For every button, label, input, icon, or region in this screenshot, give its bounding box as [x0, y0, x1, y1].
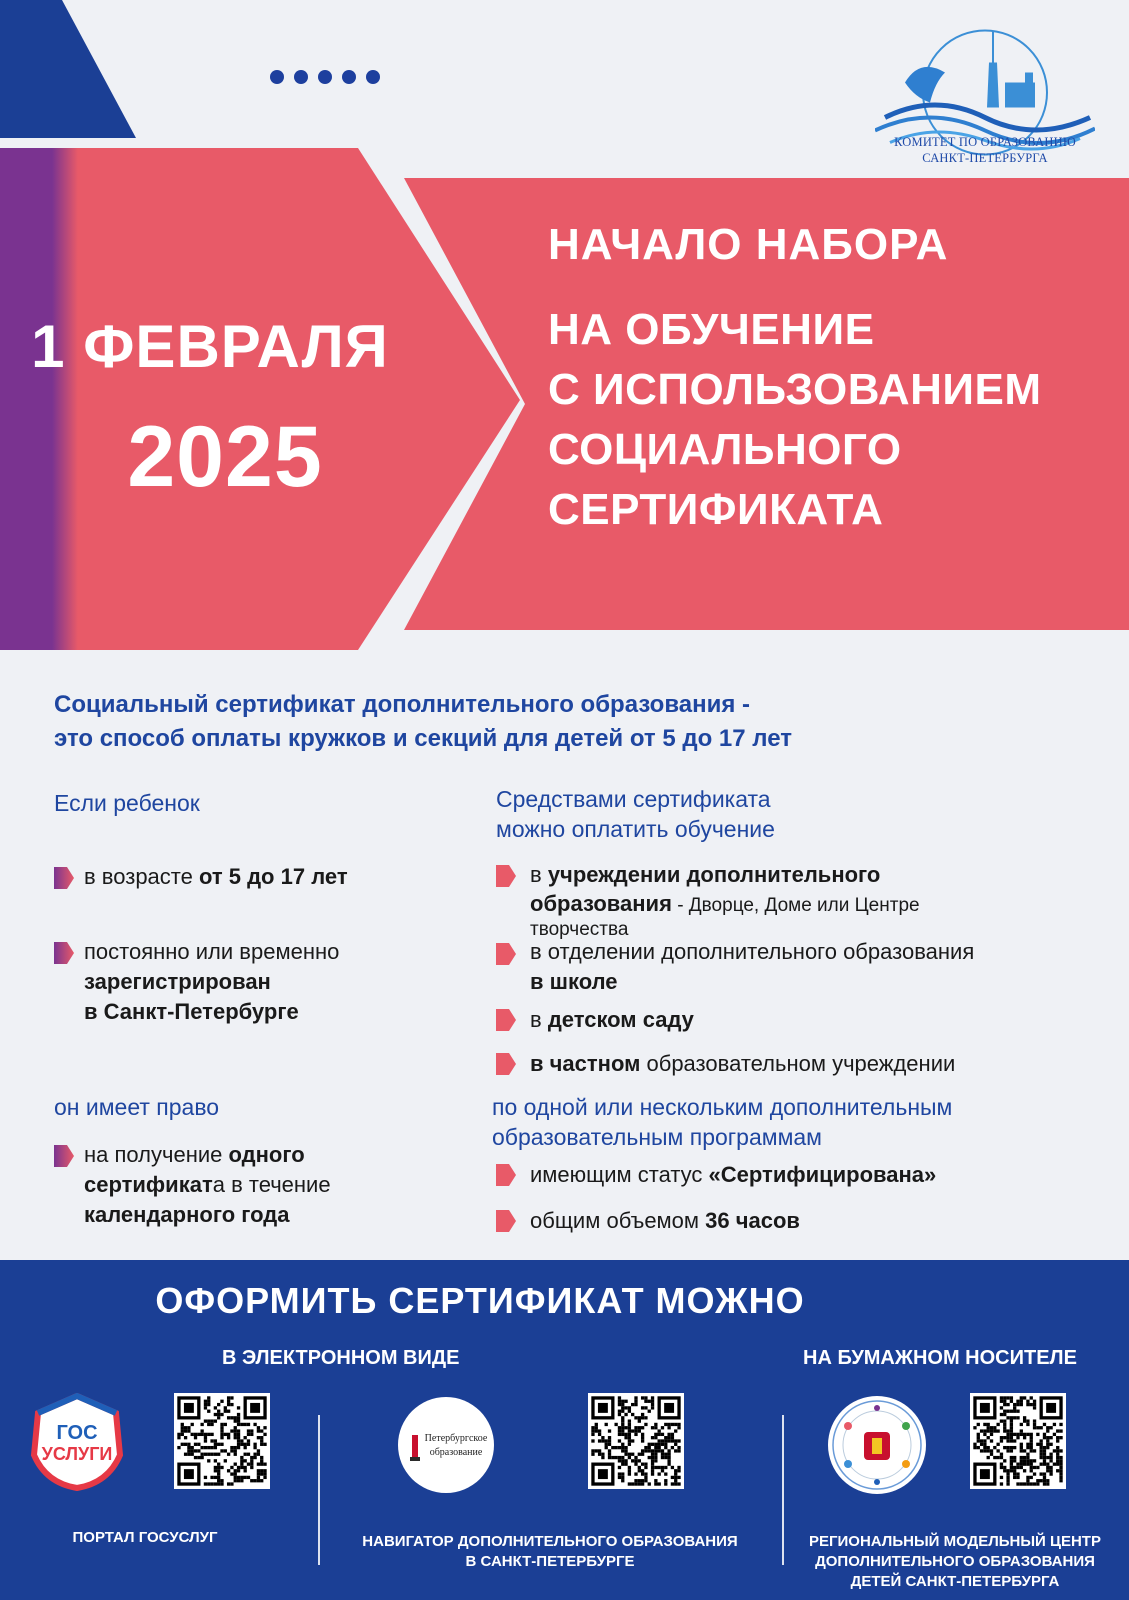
svg-text:УСЛУГИ: УСЛУГИ: [41, 1444, 113, 1464]
right-heading-2: по одной или нескольким дополнительным образовательным программам: [492, 1094, 953, 1150]
svg-text:образование: образование: [429, 1447, 483, 1458]
decor-dots: [270, 70, 380, 84]
date-day: 1 ФЕВРАЛЯ: [31, 313, 389, 380]
left-heading-1: Если ребенок: [54, 790, 200, 816]
footer-electronic-label: В ЭЛЕКТРОННОМ ВИДЕ: [222, 1347, 460, 1369]
bullet-icon: [496, 1210, 516, 1232]
committee-name: КОМИТЕТ ПО ОБРАЗОВАНИЮ САНКТ-ПЕТЕРБУРГА: [894, 135, 1076, 165]
left-heading-2: он имеет право: [54, 1094, 220, 1120]
bullet-icon: [496, 1164, 516, 1186]
headline-title: НАЧАЛО НАБОРА: [548, 220, 949, 269]
left-item-registration: постоянно или временно зарегистрирован в Санкт-Петербурге: [84, 939, 340, 1024]
right-item-private: в частном образовательном учреждении: [530, 1051, 956, 1076]
corner-triangle: [0, 0, 140, 140]
caption-gosuslugi: ПОРТАЛ ГОСУСЛУГ: [72, 1529, 218, 1546]
qr-code-navigator[interactable]: [588, 1393, 684, 1489]
bullet-icon: [496, 1009, 516, 1031]
svg-text:ГОС: ГОС: [56, 1422, 98, 1444]
right-heading-1: Средствами сертификата можно оплатить обучение: [496, 786, 775, 842]
left-item-right: на получение одного сертификата в течение календарного года: [84, 1142, 331, 1227]
bullet-icon: [496, 943, 516, 965]
right-item-school: в отделении дополнительного образования в школе: [530, 939, 975, 994]
bullet-icon: [54, 867, 74, 889]
left-item-age: в возрасте от 5 до 17 лет: [84, 864, 348, 889]
caption-rmc: РЕГИОНАЛЬНЫЙ МОДЕЛЬНЫЙ ЦЕНТР ДОПОЛНИТЕЛЬНОГО ОБРАЗОВАНИЯ ДЕТЕЙ САНКТ-ПЕТЕРБУРГА: [809, 1533, 1101, 1590]
bullet-icon: [496, 1053, 516, 1075]
footer-divider: [318, 1415, 320, 1565]
gosuslugi-logo[interactable]: [28, 1393, 126, 1491]
spb-education-logo[interactable]: [398, 1397, 494, 1493]
date-year: 2025: [127, 409, 323, 505]
caption-navigator: НАВИГАТОР ДОПОЛНИТЕЛЬНОГО ОБРАЗОВАНИЯ В САНКТ-ПЕТЕРБУРГЕ: [362, 1533, 738, 1570]
right-item-kindergarten: в детском саду: [530, 1007, 694, 1032]
right-item-hours: общим объемом 36 часов: [530, 1208, 800, 1233]
qr-code-rmc[interactable]: [970, 1393, 1066, 1489]
bullet-icon: [496, 865, 516, 887]
svg-text:Петербургское: Петербургское: [424, 1433, 488, 1444]
rmc-logo[interactable]: [828, 1396, 926, 1494]
right-item-institution: в учреждении дополнительного образования - Дворце, Доме или Центре творчества: [530, 862, 920, 940]
headline-lines: НА ОБУЧЕНИЕ С ИСПОЛЬЗОВАНИЕМ СОЦИАЛЬНОГО СЕРТИФИКАТА: [548, 305, 1042, 534]
footer-paper-label: НА БУМАЖНОМ НОСИТЕЛЕ: [803, 1347, 1077, 1369]
footer-title: ОФОРМИТЬ СЕРТИФИКАТ МОЖНО: [155, 1280, 805, 1321]
right-item-status: имеющим статус «Сертифицирована»: [530, 1162, 937, 1187]
qr-code-gosuslugi[interactable]: [174, 1393, 270, 1489]
bullet-icon: [54, 942, 74, 964]
footer-divider: [782, 1415, 784, 1565]
intro-text: Социальный сертификат дополнительного образования - это способ оплаты кружков и секций для детей от 5 до 17 лет: [54, 691, 792, 752]
bullet-icon: [54, 1145, 74, 1167]
